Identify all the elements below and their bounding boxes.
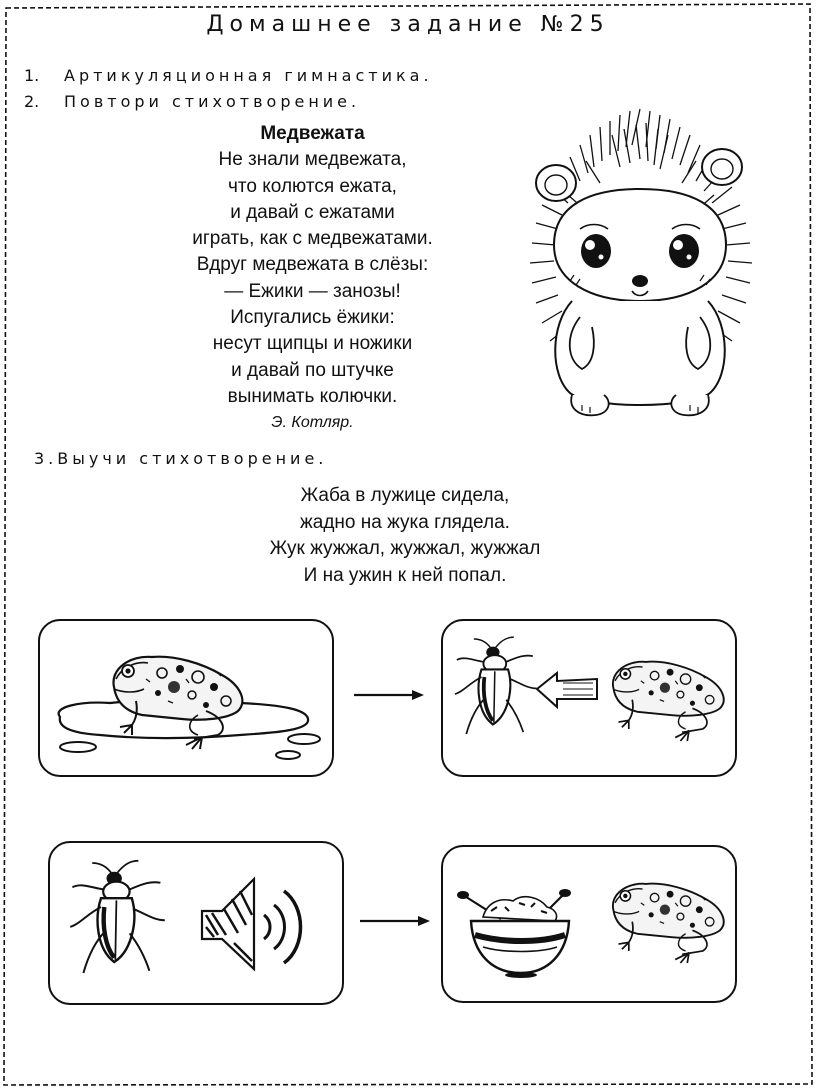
poem-line: Испугались ёжики: [230, 307, 395, 329]
hedgehog-icon [500, 105, 790, 425]
poem-line: Вдруг медвежата в слёзы: [196, 254, 429, 276]
task-2-text: Повтори стихотворение. [64, 92, 361, 111]
salad-bowl-icon [457, 889, 571, 978]
poem2-line: И на ужин к ней попал. [303, 564, 507, 586]
poem-title: Медвежата [260, 123, 365, 144]
poem2-line: Жук жужжал, жужжал, жужжал [269, 538, 541, 559]
arrow-right-icon [352, 688, 426, 702]
poem-line: несут щипцы и ножики [212, 333, 413, 355]
arrow-left-icon [537, 673, 597, 707]
poem-zhaba [220, 483, 590, 589]
task-3: 3.Выучи стихотворение. [34, 449, 328, 468]
picture-panel-4 [441, 845, 737, 1003]
beetle-icon [70, 861, 165, 973]
task-1-number: 1. [24, 66, 40, 85]
poem-author: Э. Котляр. [271, 414, 354, 432]
poem-line: что колются ежата, [228, 175, 397, 197]
speaker-sound-icon [202, 879, 301, 969]
task-1 [24, 66, 433, 85]
toad-icon [613, 884, 724, 963]
poem2-line: Жаба в лужице сидела, [300, 485, 510, 506]
picture-panel-2 [441, 619, 737, 777]
poem-line: и давай по штучке [231, 359, 394, 381]
poem-line: Не знали медвежата, [218, 149, 407, 171]
arrow-right-icon [358, 914, 432, 928]
poem-medvezhata [140, 121, 485, 437]
picture-panel-3 [48, 841, 344, 1005]
picture-panel-1 [38, 619, 334, 777]
toad-icon [613, 662, 724, 741]
task-2 [24, 92, 360, 111]
poem-line: — Ежики — занозы! [224, 280, 401, 302]
page-title: Домашнее задание №25 [206, 12, 610, 37]
task-2-number: 2. [24, 92, 40, 111]
poem2-line: жадно на жука глядела. [300, 511, 510, 533]
task-1-text: Артикуляционная гимнастика. [64, 66, 433, 85]
poem-line: и давай с ежатами [230, 201, 395, 223]
poem-line: играть, как с медвежатами. [192, 228, 433, 250]
beetle-icon [455, 637, 537, 734]
poem-line: вынимать колючки. [227, 385, 398, 407]
